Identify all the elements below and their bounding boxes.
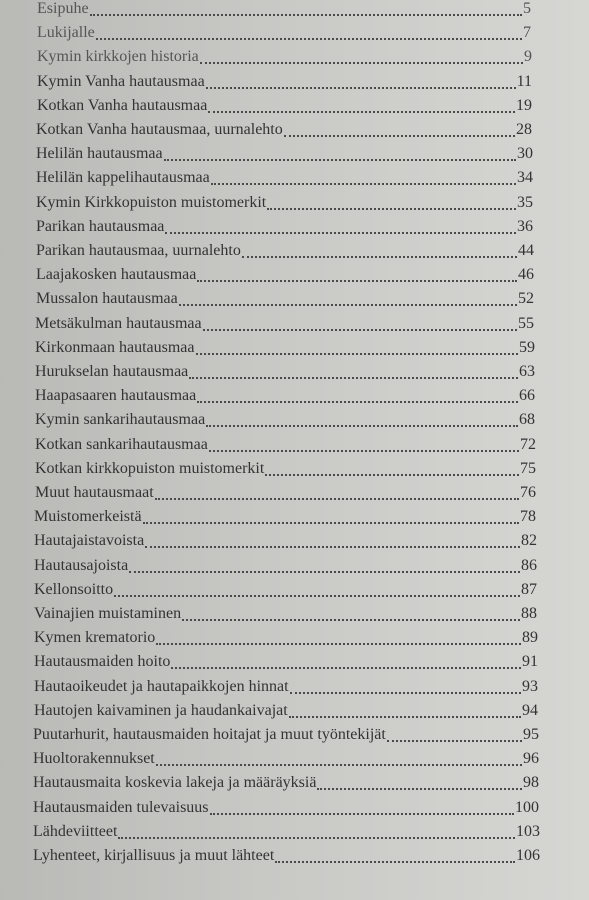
- toc-entry: [35, 411, 535, 431]
- toc-entry-page-number: 87: [521, 580, 537, 598]
- dot-leader: [96, 24, 522, 40]
- dot-leader: [164, 145, 516, 161]
- dot-leader: [206, 73, 516, 89]
- toc-entry: [33, 750, 539, 770]
- toc-entry: [37, 97, 532, 117]
- toc-entry: [36, 218, 533, 238]
- toc-entry-title: Muut hautausmaat: [35, 484, 154, 501]
- dot-leader: [197, 266, 517, 282]
- toc-entry-title: Hautausmaiden hoito: [34, 653, 171, 671]
- toc-entry-page-number: 35: [517, 193, 533, 211]
- dot-leader: [156, 629, 521, 645]
- toc-entry: [34, 653, 538, 673]
- toc-entry-title: Helilän kappelihautausmaa: [36, 169, 210, 187]
- toc-entry: [34, 605, 537, 625]
- toc-entry-title: Metsäkulman hautausmaa: [35, 314, 202, 332]
- dot-leader: [203, 315, 517, 331]
- toc-entry-title: Hautausajoista: [34, 556, 129, 574]
- toc-entry-title: Hautajaistavoista: [34, 532, 145, 550]
- dot-leader: [265, 460, 519, 476]
- toc-entry-title: Parikan hautausmaa: [36, 217, 165, 235]
- toc-entry-title: Puutarhurit, hautausmaiden hoitajat ja muut työntekijät: [33, 726, 386, 743]
- toc-entry-page-number: 94: [522, 701, 538, 719]
- dot-leader: [171, 653, 521, 669]
- toc-entry-page-number: 63: [519, 363, 535, 380]
- dot-leader: [289, 702, 521, 718]
- toc-entry-page-number: 103: [516, 822, 540, 840]
- toc-entry-page-number: 106: [516, 847, 540, 864]
- toc-entry-title: Hautojen kaivaminen ja haudankaivajat: [34, 701, 288, 719]
- toc-entry-title: Kymin Kirkkopuiston muistomerkit: [36, 193, 267, 211]
- dot-leader: [114, 581, 520, 597]
- toc-entry: [34, 678, 538, 698]
- toc-entry-page-number: 11: [516, 72, 532, 90]
- dot-leader: [155, 484, 519, 500]
- toc-entry-title: Lyhenteet, kirjallisuus ja muut lähteet: [33, 847, 275, 864]
- toc-entry-page-number: 44: [518, 242, 534, 259]
- toc-entry-page-number: 46: [518, 266, 534, 284]
- dot-leader: [206, 411, 518, 427]
- toc-entry-page-number: 82: [521, 532, 537, 550]
- toc-entry: [34, 702, 538, 722]
- dot-leader: [143, 508, 519, 524]
- toc-entry-page-number: 100: [515, 798, 539, 816]
- dot-leader: [211, 169, 516, 185]
- toc-entry-page-number: 59: [519, 338, 535, 356]
- toc-entry: [36, 194, 533, 214]
- toc-entry-title: Huoltorakennukset: [33, 750, 155, 768]
- dot-leader: [387, 726, 522, 742]
- toc-entry-title: Lukijalle: [37, 24, 95, 42]
- toc-entry-page-number: 55: [518, 314, 534, 332]
- dot-leader: [242, 242, 517, 258]
- dot-leader: [182, 605, 520, 621]
- toc-entry-page-number: 95: [523, 726, 539, 743]
- toc-entry: [36, 145, 533, 165]
- dot-leader: [196, 339, 519, 355]
- toc-entry-page-number: 66: [519, 387, 535, 405]
- toc-entry: [34, 629, 538, 649]
- toc-entry-title: Helilän hautausmaa: [36, 145, 163, 163]
- toc-entry: [36, 121, 532, 141]
- toc-entry: [36, 242, 534, 262]
- dot-leader: [129, 557, 520, 573]
- toc-entry-page-number: 96: [523, 750, 539, 768]
- toc-entry-page-number: 86: [521, 556, 537, 574]
- toc-entry-title: Kotkan kirkkopuiston muistomerkit: [35, 459, 265, 477]
- toc-entry-page-number: 88: [521, 605, 537, 622]
- toc-entry: [33, 799, 539, 819]
- dot-leader: [145, 532, 520, 548]
- toc-entry: [36, 169, 533, 189]
- toc-entry-page-number: 76: [520, 484, 536, 501]
- toc-entry: [35, 484, 536, 504]
- toc-entry-page-number: 93: [522, 677, 538, 695]
- toc-entry-title: Hautausmaita koskevia lakeja ja määräyksiä: [33, 774, 317, 792]
- dot-leader: [165, 218, 516, 234]
- dot-leader: [317, 774, 522, 790]
- toc-entry: [33, 774, 539, 794]
- dot-leader: [284, 121, 515, 137]
- dot-leader: [210, 799, 514, 815]
- toc-entry: [37, 48, 532, 68]
- toc-entry: [33, 823, 540, 843]
- toc-entry: [35, 339, 535, 359]
- toc-entry-page-number: 98: [523, 774, 539, 792]
- toc-entry-title: Kotkan Vanha hautausmaa, uurnalehto: [36, 121, 283, 138]
- dot-leader: [189, 363, 518, 379]
- toc-entry: [37, 24, 531, 44]
- toc-entry-page-number: 9: [524, 48, 532, 66]
- dot-leader: [209, 436, 519, 452]
- toc-entry-page-number: 34: [517, 169, 533, 187]
- toc-entry-page-number: 5: [523, 0, 531, 17]
- toc-entry-page-number: 30: [517, 145, 533, 163]
- dot-leader: [290, 678, 521, 694]
- toc-entry-title: Hautausmaiden tulevaisuus: [33, 798, 209, 816]
- toc-entry: [35, 363, 535, 383]
- toc-entry-title: Vainajien muistaminen: [34, 605, 182, 622]
- dot-leader: [118, 823, 515, 839]
- dot-leader: [156, 750, 522, 766]
- toc-entry-page-number: 72: [520, 435, 536, 453]
- toc-entry-title: Esipuhe: [37, 0, 89, 17]
- toc-entry-title: Lähdeviitteet: [33, 822, 118, 840]
- toc-entry-page-number: 78: [520, 508, 536, 526]
- toc-entry-page-number: 7: [523, 24, 531, 42]
- toc-entry: [33, 726, 539, 746]
- toc-entry-title: Kotkan sankarihautausmaa: [35, 435, 208, 453]
- toc-entry-title: Mussalon hautausmaa: [36, 290, 178, 308]
- toc-entry-title: Parikan hautausmaa, uurnalehto: [36, 242, 241, 259]
- dot-leader: [200, 48, 523, 64]
- dot-leader: [267, 194, 516, 210]
- toc-entry-page-number: 36: [517, 217, 533, 235]
- toc-entry-title: Kymin sankarihautausmaa: [35, 411, 206, 429]
- toc-entry: [34, 581, 537, 601]
- toc-entry-title: Muistomerkeistä: [34, 508, 142, 526]
- toc-entry: [34, 557, 537, 577]
- toc-entry-title: Kymin Vanha hautausmaa: [37, 72, 205, 90]
- toc-entry-title: Kotkan Vanha hautausmaa: [37, 96, 208, 114]
- dot-leader: [179, 290, 517, 306]
- toc-entry: [37, 73, 532, 93]
- toc-entry: [35, 436, 536, 456]
- toc-entry-page-number: 91: [522, 653, 538, 671]
- toc-entry: [33, 847, 540, 867]
- toc-entry-title: Kellonsoitto: [34, 580, 114, 598]
- toc-entry-title: Laajakosken hautausmaa: [36, 266, 197, 284]
- toc-entry: [35, 315, 534, 335]
- toc-entry-title: Kymin kirkkojen historia: [37, 48, 199, 66]
- toc-entry: [34, 508, 536, 528]
- dot-leader: [275, 847, 515, 863]
- toc-entry-page-number: 75: [520, 459, 536, 477]
- toc-entry-title: Haapasaaren hautausmaa: [35, 387, 197, 405]
- toc-entry-page-number: 28: [516, 121, 532, 138]
- toc-entry: [35, 460, 536, 480]
- toc-entry-page-number: 89: [522, 629, 538, 647]
- toc-entry-page-number: 68: [519, 411, 535, 429]
- toc-entry-page-number: 52: [518, 290, 534, 308]
- toc-entry-page-number: 19: [516, 96, 532, 114]
- dot-leader: [197, 387, 518, 403]
- toc-entry: [36, 290, 534, 310]
- toc-entry-title: Kirkonmaan hautausmaa: [35, 338, 195, 356]
- toc-entry-title: Hautaoikeudet ja hautapaikkojen hinnat: [34, 677, 289, 695]
- toc-entry: [35, 387, 535, 407]
- toc-entry: [37, 0, 531, 20]
- toc-entry: [36, 266, 534, 286]
- toc-entry-title: Kymen krematorio: [34, 629, 156, 647]
- dot-leader: [90, 0, 522, 16]
- toc-entry: [34, 532, 537, 552]
- dot-leader: [208, 97, 515, 113]
- toc-entry-title: Hurukselan hautausmaa: [35, 363, 189, 380]
